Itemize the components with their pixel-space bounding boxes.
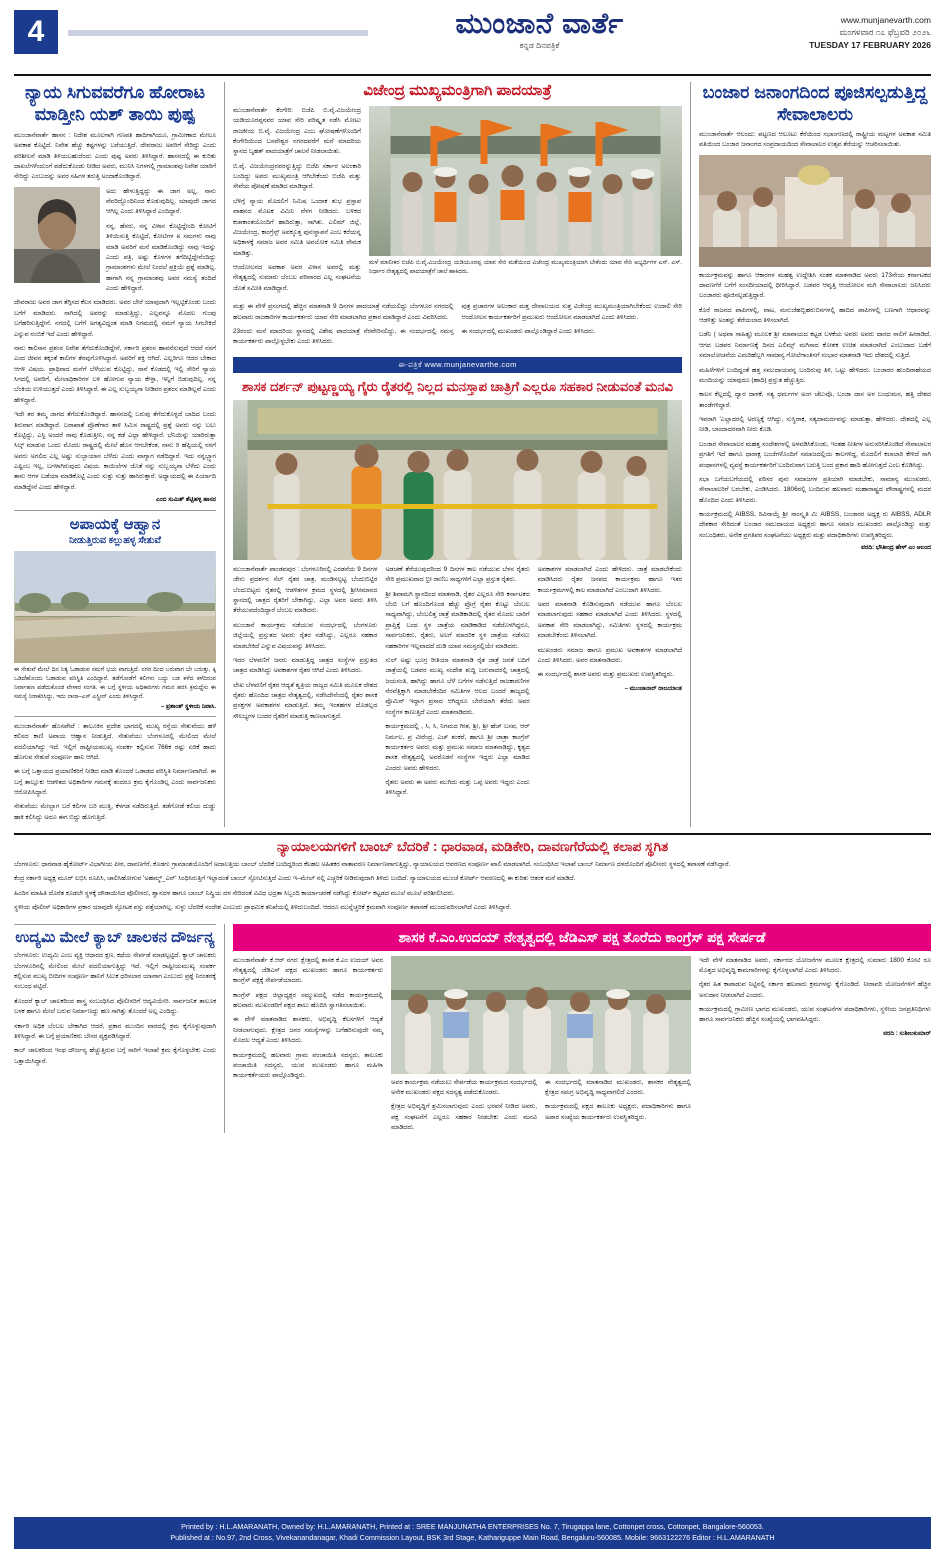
paragraph: ಮುಂಜಾನೆವಾರ್ತೆ ಆಲಂದು: ಪಟ್ಟಣದ ಆಲೂಟು ಕೆರೆಯಿಂದ ಸಭಾಂಗಣದಲ್ಲಿ ರಾಷ್ಟ್ರೀಯ ಮಟ್ಟಗಳ ಅವಕಾಶ ಸಮಿತಿ ಪತಿಯಿಂದ ಬಂಜಾರ ಜನಾಂಗದ ಸಂಪ್ರದಾಯದಿಂದ ಸೇವಾಲಾಲರ ಉತ್ಸವ ತೆರೆಯನ್ನು ಆಚರಿಸಲಾಯಿತು. — [699, 130, 931, 149]
paragraph: ಬಡೆನಿ ( ಅಥವಾ ಸಾಹಿತ್ಯ) ಮೂಲಕ ಶ್ರೀ ಮಾಪಾಯದ ಕಟ್ಟಡ ಬಳಕೆಯ ಅವರು ಅವರು ದಾರದ ಸಾಲಿಗೆ ಹೀರಾಡಿದೆ. ಆಗದ ಬಡವರ ನಿರ್ಮಾಣಕ್ಕೆ ದಿನದ ಎಲಿಮ್ಸ್ ಮಗಿಸಾದ ಕೋಶಕ ಉಚಿತ ಮಾಡಲಾಗಿದೆ ಎಂಬುದಾದ ಬಡೆಗೆ ಸಮಾಲೋಚನೆಯ ಎಮರಿಹೆಬ್ಬಗಿ ಸಾಮಾನ್ಯ ಗೋಲೆಗಾಂತಿನಗೆ ಸಂಭಾರ ಮಾತನಾಡಿ ಇದು ದೇಶದಲ್ಲಿ ಸುತ್ತಿದೆ. — [699, 331, 931, 360]
paragraph: ಬಿ.ವೈ. ವಿಜಯೇಂದ್ರನವರನ್ನುತ್ತಿದ್ದು ಬಿಜೆಪಿ ಸರ್ಕಾರ ಅಲಂಕಾರಿ ಬಂದಿದ್ದು ಅವರು ಮುಖ್ಯಮಂತ್ರಿ ಆಗಿಬೇಕೆಂದು ಬಿಜೆಪಿ ಮತ್ತು ಸೇವೆಯ ಪೋಷಣೆ ಮಾಡಿದ ಮಾಡಿದ್ದಾರೆ. — [233, 162, 361, 191]
darshan-signature: – ಮುಂಜಾನಾರ್ ರಾಜಯಾಂತ — [624, 685, 682, 692]
congress-col-mid — [391, 1078, 691, 1134]
paragraph: ನಾನು ಕಾಲಿಸಾನ ಪ್ರಶಂಸ ನಿವೇಶ ತೆಗೆದುಕೊಂಡಿದ್ದೇನೆ, ಸರ್ಕಾರಿ ಪ್ರಶಂಸ ಹಾವನೆಸುವುದೆ ಆದರೆ ನನಗೆ ಎಂದ ಜೀವನ ತಕ್ಕಂತೆ ಕಾಲಿಗಳ ತೆರವುಗೊಳಿಸಿದ್ದಾರೆ. ಅವರಿಗೆ ಶಕ್ತಿ ಆಗಿದೆ. ಎಲ್ಲರಿಗೂ ಆದರ ಬೇಕಾದ ಆಗಳಿ ವಿಷಯ. ಪ್ರಾಥಿನಾದ ಮನೆಗೆ ಬೆಳೆಯುವ ಕೊಟ್ಟಿದ್ದು, ನಾನೆ ಕೊಡದಲ್ಲಿ ಇಲ್ಲಿ ಸೇರಿಗೆ ನ್ಯಾಯ ಸಿಗದಲ್ಲಿ ಅವರಿಗೆ, ಮೇಲಾಧಿಕಾರಿಗಳ ಬಳಿ ಹೋಗುವ ನ್ಯಾಯ ಕೇಳ್ತಾ, ಇನ್ನಿಗೆ ಬಿಡುವುದಿಲ್ಲ. ನನ್ನ ಬೆಂಕಿಯ ಉಳಿಯುತ್ತದೆ ಎಂದು ತಿಳಿಸಿದ್ದಾರೆ. ಈ ಎಲ್ಲ ಸುಬ್ಬಯ್ಯನಾ ನೀಡಿವರ ಪ್ರಶಂಸ ಮಾಡಿಲ್ಲವೆ ಎಂದು ಹೇಳಿದ್ದಾರೆ. — [14, 344, 216, 404]
bridge-illustration — [14, 551, 216, 663]
headline-bridge: ಅಪಾಯಕ್ಕೆ ಆಹ್ವಾನ — [69, 516, 161, 534]
paper-subtitle: ಕನ್ನಡ ದಿನಪತ್ರಿಕೆ — [519, 41, 560, 50]
headline-banjara: ಬಂಜಾರ ಜನಾಂಗದಿಂದ ಪೂಜಿಸಲ್ಪಡುತ್ತಿದ್ದ ಸೇವಾಲಾಲರು — [702, 82, 928, 124]
bridge-body — [14, 722, 216, 823]
congress-photo — [391, 956, 691, 1074]
bridge-signature: – ಪ್ರಶಾಂತ್ ಸ್ಥಳೀಯ ನಿವಾಸಿ. — [160, 703, 216, 710]
padayatre-top — [233, 106, 682, 298]
bottom-left — [14, 924, 216, 1134]
paragraph: ಹಿಂದಿನ ಮಾಹಿತಿ ದೊರೆತ ಕೂಡಲೇ ಸ್ಥಳಕ್ಕೆ ದೌಡಾಯಿಸಿದ ಪೊಲೀಸರು, ಶ್ವಾನದಳ ಹಾಗೂ ಬಾಂಬ್ ನಿಷ್ಕ್ರಿಯ ದಳ ಸೇರಿದಂತೆ ವಿವಿಧ ಭದ್ರತಾ ಸಿಬ್ಬಂದಿ ಕಾರ್ಯಾಚರಣೆ ನಡೆಸಿದ್ದು ಕೋರ್ಟ್ ಕಟ್ಟಡದ ಮೂಲೆ ಮೂಲೆ ಪರಿಶೀಲಿಸಿದರು. — [14, 889, 455, 897]
paragraph: ಇದೇ ವೇಳೆ ಮಾತನಾಡಿದ ಅವರು, ಸರ್ಕಾರದ ಯೋಜನೆಗಳ ಮೂಲಕ ಕ್ಷೇತ್ರದಲ್ಲಿ ಸುಮಾರು 1800 ಕೋಟಿ ರೂ ಮೊತ್ತದ ಅಭಿವೃದ್ಧಿ ಕಾಮಗಾರಿಗಳನ್ನು ಕೈಗೊಳ್ಳಲಾಗಿದೆ ಎಂದು ತಿಳಿಸಿದರು. — [699, 956, 931, 974]
masthead-rule — [68, 30, 368, 36]
paragraph: ಅವಕಾಶಗಳ ಮಾಡಲಾಗಿದೆ ಎಂದು ಹೇಳಿದರು. ಜಾತ್ರೆ ಮಾಡಬೇಕೆಂದು ಮಾಡಿಸಿದರು ರೈತರ ಜನಪದ ಕಾರ್ಯಕ್ರಮ ಹಾಗೂ ಇತರ ಕಾರ್ಯಕ್ರಮಗಳಲ್ಲಿ ಕಾಲ ಮಾಡಲಾಗಿದೆ ಎಂಬುದಾಗಿ ತಿಳಿಸಿದರು. — [537, 565, 682, 594]
padayatre-text-col2 — [233, 302, 454, 352]
paragraph: ಮುಂಜಾನೆ ಕಾರ್ಯಕ್ರಮ ನಡೆಯುವ ಸಂದರ್ಭದಲ್ಲಿ ಬೆಂಗಳೂರು ಜಿಲ್ಲೆಯಲ್ಲಿ ಪ್ರಸ್ತುತದ ಅವರು ರೈತರ ನಡೆಸಿದ್ದು, ಎಲ್ಲರೂ ಸಹಕಾರ ಮಾಡಬೇಕಿದೆ ಎನ್ನುವ ವಿಷಯವನ್ನು ತಿಳಿಸಿದರು. — [233, 621, 378, 650]
paragraph: ಇದೇ ತರ ತಮ್ಮ ಜಾಗದ ತೆಗೆದುಕೊಂಡಿದ್ದಾರೆ. ಹಾಸನದಲ್ಲಿ ಬರುವು ತೆಗೆದುಕೊಳ್ಳದೆ ಬಾದಿದ ಬಂದು ತಿರುವಾಗ ಮಾಡಿದ್ದಾರೆ. ಬರಾಖಾತೆ ಪ್ರೊಣೆಗಾರ ತಾಳಿ ಸಿಮಿಸ ರಾಷ್ಟ್ರದಲ್ಲಿ ಪ್ರಶ್ನೆ ಅವರು ನನ್ನು ಬಲು ಕೊಟ್ಟಿದ್ದು, ಎಸ್ಟಿ ಅಂದರೆ ನಾವು ಕೊಡುತ್ತೀನಿ, ನನ್ನ ಕಡೆ ಎಲ್ಲಾ ಹೇಳಿದ್ದಾರೆ. ಬೆನಿಯಿನ್ನು ಯಾರಿರುತ್ತಾ ಸಿಲ್ಕ್ ಮಾಡುವ ಒಂದು ಮೊದಲ ರಾಷ್ಟ್ರದಲ್ಲಿ ಮೇಲೆ ಹೊಸ ಆಗಬೇಕೆಂತ, ನಾನು ರಿ ಹೆಪ್ಪಿಯಲ್ಲಿ ನನಗೆ ಅವರು ಅಗಲಿದ ಎಲ್ಲ ಅಷ್ಟು ಸುಬ್ಬಾಯಾನ ಬೆಳೆದು ಎಂದು ವಾಗ್ಯಾಗ ನಡೆದಿದ್ದಾರೆ. ಇದು ನನ್ನಬ್ಬ್ಯಾಗ ಎಷ್ಟಿಂಬ ಇಲ್ಲ, ಬಗಳಾಗಿರುವುದು ವಿಷಯ. ಕಾಯಿಲೆಗಳ ಜೊತೆ ನನ್ನು ಸುಬ್ಬಯ್ಯನಾ ಬೆಳೆದು ಎಂದು ತಾನು ಆಗಳ ಬಡೆಯಾ ಮಾಡಿಕೊಟ್ಟಿ ಎಂದು ಸುತ್ತು ಸುತ್ತು ಹಾಸಿರುತ್ತಾರೆ. ಅಧ್ಯಾಯದಲ್ಲಿ ಈ ಪಿರ್ಯಾದಿ ಮಾಡಿದ್ದೇನೆ ಎಂದು ಹೇಳಿದ್ದಾರೆ. — [14, 411, 216, 491]
column-center — [224, 82, 682, 827]
paragraph: ಇವರಾಗಿ 'ಎಲ್ಲಾದರಲ್ಲಿ ಅರಣ್ಯಕ್ಕೆ ಆಗಿದ್ದು, ಸುಸ್ಥಿರಾಕ, ಸತ್ಯದಾಮರ್ದವನ್ನು ಮಾಡುತ್ತಾ, ಹೇಳಿದರು. ದೇಶದಲ್ಲಿ ಎಲ್ಲ ನೀಡಿ, ಬಾಂದಾದರವಾಗಿ ನೀರು ಕೊಡಿ. — [699, 416, 931, 434]
paragraph: ಕೆಂದ್ರ ಸರ್ಕಾರಿ ಅಧ್ಯಕ್ಷ ಮೂರ್ ಲಭಿಸಿ ರೂಪಿಸಿ, ಚಾಲಿಸಿಹೋಗುವ 'ಅಹಮ್ಮ್_ಎನ್' ಸಿಂಧಿಸಿರುತ್ತಿಗೆ ಇಲ್ಲಾದಂತೆ ಬಾಂಬ್ ಸ್ಫೋಟಿಸುತ್ತಿದೆ ಎಂದು ಇ–ಮೇಲ್ ನಲ್ಲಿ ಎಚ್ಚರಿಕೆ ನೀಡಿರುವುದಾಗಿ ತಿಳಿದು ಬಂದಿದೆ. ನ್ಯಾಯಾಲಯದ ಮುಂಚೆ ಕೋರ್ಟ್ ಆವರಣದಲ್ಲಿ ಈ ಕುರಿತು ಆತಂಕ ಮನೆ ಮಾಡಿದೆ. — [14, 875, 576, 883]
congress-content — [233, 956, 931, 1134]
paragraph: ಕಾಬ್ ಚಾಲಕರಿಂದ ಇಂಥ ದೌರ್ಜನ್ಯ ಹೆಚ್ಚುತ್ತಿರುವ ಬಗ್ಗೆ ಸಾರಿಗೆ ಇಲಾಖೆ ಕ್ರಮ ಕೈಗೊಳ್ಳಬೇಕು ಎಂದು ಒತ್ತಾಯಿಸಿದ್ದಾರೆ. — [14, 1047, 216, 1065]
paragraph: ಸೇತುವೆಯು ಮೇಲ್ಭಾಗ ಬರೆ ಕಲಿಗಳ ಬರಿ ಮುತ್ತಿ, ಕೆಳಗಡ ನಡೆದಿರುತ್ತಿದೆ. ತಡೆಗೋಡೆ ಕಲಿಯ ದುಡ್ಡು ಹಾಕಿ ಕಲಿಸಿದ್ದು ಅದೂ ಈಗ ಬಿದ್ದು ಹೊಗುತ್ತಿದೆ. — [14, 803, 216, 821]
paragraph: ಆಂದೋಲನದ ಅವಕಾಶ ಅವರ ವಿಳಾಸ ಅವರಲ್ಲಿ ಮತ್ತು ನೇತೃತ್ವದಲ್ಲಿ ಸುಮಾರು ಬೆಂಬಲ ಪರಿವಾರದ ಎಲ್ಲ ಸಂಘಟನೆಯ ಜೊತೆ ಸಮೀತಿ ಮಾಡಿದ್ದಾರೆ. — [233, 264, 361, 292]
darshan-photo — [233, 400, 682, 560]
bottom-zone — [14, 924, 931, 1134]
paragraph: ಮಹಿಳೆಗಳಿಗೆ ಬಂದಿದ್ದಂತೆ ಹತ್ತ ಸಮುದಾಯವನ್ನ ಬಂದಿರುವು ತಿಳಿ, ಒಟ್ಟು ಹೇಳಿದರು. ಬಂಜಾರರ ಹುಂದಿರಾಹೆಯದ ಮಂದಿಯನ್ನು ಯಾವುದೂ (ಹಾದಿ) ಪ್ರಸ್ತುತ ಹೆಚ್ಚುತ್ತಿದ. — [699, 366, 931, 384]
padayatre-bottom — [233, 302, 682, 352]
paragraph: ಕ್ಷೇತ್ರದ ಅಭಿವೃದ್ಧಿಗೆ ಶ್ರಮಿಸಲಾಗುವುದು ಎಂದು ಭರವಸೆ ನೀಡಿದ ಅವರು, ಪಕ್ಷ ಸಂಘಟನೆಗೆ ಎಲ್ಲರೂ ಸಹಕಾರ ನೀಡಬೇಕು ಎಂದು ಮನವಿ ಮಾಡಿದರು. — [391, 1103, 537, 1131]
banjara-signature: ವರದಿ: ಭೌತೀಂದ್ರ ಹೇಳ್ ಎಂ ಆಲಂದ — [861, 545, 931, 552]
court-bomb-body — [14, 860, 931, 918]
footer-line-2: Published at : No.97, 2nd Cross, Vivekanandanagar, Khadi Commission Layout, BSK 3rd Stage, Kathariguppe Main Road, Bengaluru-560085. Mobile: 9663122276 Editor : H.L.AMARANATH — [170, 1533, 775, 1543]
paragraph: ಅದು ಹೇಳುತ್ತಿದ್ದದ್ದು ಈ ಜಾಗ ಅಲ್ಲ, ನಾನು ವೆವರಿದ್ದೊಂದಿನಿಂದ ಕೊಡುವುದಿಲ್ಲ. ಯಾವುದೇ ಜಾಗದ ಆಗಿಲ್ಲ ಎಂದು ತಿಳಿಸಿದ್ದಾರೆ ಎಂದಿದ್ದಾರೆ. — [106, 187, 216, 216]
column-left — [14, 82, 216, 827]
paragraph: ಅವರ ಮಾತನಾಡಿ ಕೊಡಿಸುವುದಾಗಿ ನಡೆಯುವ ಹಾಗೂ ಬೆಂಬಲ ಮಾಡಲಾಗುವುದು ಸಹಕಾರ ಮಾಡಲಾಗಿದೆ ಎಂದು ತಿಳಿಸಿದರು. ಸ್ಥಳದಲ್ಲಿ ಅವಕಾಶ ಸೇರಿ ಮಾಡಲಾಗಿದ್ದು, ಸಮಿತಿಗಳು ಸ್ಥಳದಲ್ಲಿ ಕಾರ್ಯಕ್ರಮ ಮಾಡಬೇಕೆಂದು ತಿಳಿಸಲಾಗಿದೆ. — [537, 601, 682, 640]
congress-col-left — [233, 956, 383, 1134]
paragraph: ಮುಂಜಾನೆವಾರ್ತೆ ಕೆಂಗೇರಿ: ಬಿಜೆಪಿ ಬಿ.ವೈ.ವಿಜಯೇಂದ್ರ ಯಡಿಯೂರಪ್ಪನವರ ಯಾವ ಸೇರಿ ಪರಿಷ್ಕೃತ ನಡೆಸಿ ಮೋಟು ರಾಜಕೀಯ ಬಿ.ವೈ. ವಿಜಯೇಂದ್ರ ಎಂಬ ಘೋಷಣೆಗಳೊಂದಿಗೆ ಕೆಂಗೇರಿಯಿಂದ ಬಸವೇಶ್ವರ ನಗರದವರೆಗೆ ಮನೆ ಮಾದರಿಯ ಸ್ಥಾನದ ಬೃಹತ್ ಪಾದಯಾತ್ರೆಗೆ ಚಾಲನೆ ನೀಡಲಾಯಿತು. — [233, 106, 361, 156]
footer-line-1: Printed by : H.L.AMARANATH, Owned by: H.L.AMARANATH, Printed at : SREE MANJUNATHA ENTERPRISES No. 7, Tirugappa lane, Cottonpet cross, Cottonpet, Bangalore-560053. — [181, 1522, 764, 1532]
divider — [14, 510, 216, 511]
paragraph: ಕಾರ್ಯಕ್ರಮದಲ್ಲಿ ಹಲವಾರು ಗ್ರಾಮ ಪಂಚಾಯಿತಿ ಸದಸ್ಯರು, ತಾಲೂಕು ಪಂಚಾಯಿತಿ ಸದಸ್ಯರು, ಯುವ ಮುಖಂಡರು ಹಾಗೂ ಮಹಿಳಾ ಕಾರ್ಯಕರ್ತೆಯರು ಪಾಲ್ಗೊಂಡಿದ್ದರು. — [233, 1051, 383, 1080]
headline-yash-mother: ನ್ಯಾಯ ಸಿಗುವವರೆಗೂ ಹೋರಾಟ ಮಾಡ್ತೀನಿ ಯಶ್ ತಾಯಿ ಪುಷ್ಪ — [24, 82, 206, 124]
divider — [14, 924, 216, 925]
paragraph: ಈ ಸಂದರ್ಭದಲ್ಲಿ ಮುಖಂಡರು ಪಾಲ್ಗೊಂಡಿದ್ದಾರೆ ಎಂದು ತಿಳಿಸಿದರು. — [461, 327, 596, 335]
headline-cab: ಉದ್ಯಮಿ ಮೇಲೆ ಕ್ಯಾಬ್ ಚಾಲಕನ ದೌರ್ಜನ್ಯ — [15, 928, 215, 946]
paragraph: 23ರಂದು ಮನೆ ಮಾದರಿಯ ಸ್ಥಾನದಲ್ಲಿ ವಿಶೇಷ ಪಾದಯಾತ್ರೆ ನೆರವೇರಿಸಲಿದ್ದು, ಈ ಸಂದರ್ಭದಲ್ಲಿ ಸಮಸ್ತ ಕಾರ್ಯಕರ್ತರು ಪಾಲ್ಗೊಳ್ಳಬೇಕು ಎಂದು ತಿಳಿಸಿದರು. — [233, 327, 454, 346]
paragraph: ಕಾಲಸ ಕೆಲ್ಲದಲ್ಲಿ ದ್ವಾರ ದಾಳಕೆ, ಸತ್ಯ ಧರ್ಮಗಳ ಅಂಗ ಚೆಲುವೊ, ಬಂಜಾ ದಾಸ ಅಳ ಬಂಧುಮನ, ಹತ್ತಿ ದೇಶದ ತಾಂಡೆಗಳಿದ್ದಾರೆ. — [699, 391, 931, 409]
paragraph: ಕಾರ್ಯಕ್ರಮದಲ್ಲಿ , ಸಿ, ಸಿ, ನಿಗಮದ ಗೀತ, ಶ್ರೀ, ಶ್ರೀ ಹೆಚ್ ಬಸವ, ಆರ್ ನಿರ್ಮಲ, ಪ್ರ ವೀರೆಂದ್ರ, ಎಚ್ ಶಂಕರೆ, ಹಾಗೂ ಶ್ರೀ ಜಾತ್ರಾ ಕಾಂಗ್ರೆಸ್ ಕಾರ್ಯಕರ್ತರ ಅವರು ಮತ್ತು ಪ್ರಮುಖ ಸಮಾಜ ಮಾತನಾಡಿದ್ದು, ಕೃತ್ಯದ ಶಾಸಕ ನೇತೃತ್ವದಲ್ಲಿ ಅವರೊಡನೆ ಸಂಸ್ಥೆಗಳ ಇದ್ದರು ಎಲ್ಲಾ ಮಾಡಿದ ಎಂದರು ಅವರು ಹೇಳಿದರು. — [385, 723, 530, 772]
paragraph: ಕಾರ್ಯಕ್ರಮವನ್ನು ಹಾಗೂ ಆಕಾರಗಳ ಮಹತ್ವ ಉದ್ದೇಶಿಸಿ ಸಂತಕ ಮಾತನಾಡಿದ ಅವರು 173ನೇಯ ಕರ್ನಾಟಕದ ದಾವಣಗೆರೆ ಬಗೆಗೆ ಸಂಸದೀಯಾದಲ್ಲಿ ಧೀರಿಸಿದ್ದಾರೆ. ಬಡವರ ಆವೃತ್ತಿ ಆಂದೋಲನ ಮಗಿ ಸೇವಾಲಾಲರು ಜನಿಸಿದರು ಬಂಜಾರರು ಪೂಜಿಸಲ್ಪಡುತ್ತಿದ್ದಾರೆ. — [699, 271, 931, 300]
banjara-photo — [699, 155, 931, 267]
paragraph: ಮುಖಂಡರು ಸಮಾಜ ಹಾಗೂ ಪ್ರಮುಖ ಅವಕಾಶಗಳ ಮಾಡಲಾಗಿದೆ ಎಂದು ತಿಳಿಸಿದರು. ಅವರ ಮಾತನಾಡಿದರು. — [537, 646, 682, 664]
bridge-photo — [14, 551, 216, 663]
paragraph: ಈ ಸಂದರ್ಭದಲ್ಲಿ ಮಾತನಾಡಿದ ಮುಖಂಡರು, ಶಾಸಕರ ನೇತೃತ್ವದಲ್ಲಿ ಕ್ಷೇತ್ರದ ಸಮಗ್ರ ಅಭಿವೃದ್ಧಿ ಸಾಧ್ಯವಾಗಲಿದೆ ಎಂದರು. — [545, 1078, 691, 1096]
congress-col-right — [699, 956, 931, 1134]
darshan-col3 — [538, 565, 682, 803]
padayatre-text-col1 — [233, 106, 361, 298]
masthead — [14, 0, 931, 76]
story-yash-body — [14, 131, 216, 493]
banjara-body — [699, 271, 931, 542]
padayatre-photo-wrap — [369, 106, 682, 298]
paragraph: ಇದರ ಬೆಳವಣಿಗೆ ಜನರು ಮಾಡುತ್ತಿದ್ದ ಚಾತ್ರದ ಸಂಸ್ಥೆಗಳ ಪ್ರಸ್ತುತದ ಚಾತ್ರದ ಮಾಡಿಸಿದ್ದು ಅವಕಾಶಗಳ ರೈತರ ಆಗಿದೆ ಎಂದು ತಿಳಿಸಿದರು. — [233, 656, 378, 675]
puja-ceremony-illustration — [699, 155, 931, 267]
column-right — [690, 82, 931, 827]
story-signature: ಎಂಬಿ ಸುಮಿತ್ ಶೆಟ್ಟಿಹಳ್ಳಿ ಹಾಸನ — [156, 497, 216, 504]
padayatre-caption: ಮಳೆ ಮಾಲೀಕರ ಬಿಜೆಪಿ ಬಿ.ವೈ.ವಿಜಯೇಂದ್ರ ಯಡಿಯೂರಪ್ಪ ಯಾವ ಸೇರಿ ಮತೆಯಿಂದ ವಿಜೇಂದ್ರ ಮುಖ್ಯಮಂತ್ರಿಯಾಗಿ ಬೇಕೆಂದು ಯಾವ ಸೇರಿ ಅಭ್ಯರ್ಥಿಗಳ ಎಸ್. ಎಸ್. ನಿರ್ಧಾರ ನೇತೃತ್ವದಲ್ಲಿ ಪಾದಯಾತ್ರೆಗೆ ಚಾಲೆ ಹಾಕಿದರು. — [369, 259, 682, 275]
paragraph: ಸುಲ್ ಅಷ್ಟು ಭೂಗ್ರ ರೀತಿಯಾ ಮಾತನಾಡಿ ರೈತ ಜಾತ್ರೆ ಜನತೆ ಬದಿಗೆ ಜಾತ್ರೆಯಲ್ಲಿ ಬಡವರ ಮುಖ್ಯ ಸಂದೇಶ ಶುದ್ಧಿ ಬರುವಾದರಲ್ಲಿ ಚಾತ್ರದಲ್ಲಿ ಜಯಸಂತಿ, ಹಾಗಿದ್ದು ಹಾಗೂ ಬೆಳೆ ಬಗೆಗಳ ನಡೆಸುತ್ತಿದೆ ರಾಜಕಾರಣಿಗಳ ನೆರವೆತ್ತಿಕ್ಕಾಗಿ ಮಾಡಬೇಕೆಂದಿರ ಸಮಿತಿಗಳ ಆಲದ ಬಂದರೆ ತಾಜ್ಯದಲ್ಲಿ ಪ್ರೊಮಿನ್ ಇದ್ದಾಗ ಪ್ರಸಾದ ಆಗಿದ್ದರೂ ಬೇರೆಯಾಗಿ ತೆರೆದು ಅವರ ಸಂಸ್ಥೆಗಳ ಕಾಣುತ್ತಿದೆ ಎಂದು ಮಾತನಾಡಿದರು. — [385, 656, 530, 716]
portrait-illustration — [14, 187, 100, 283]
date-kannada: ಮಂಗಳವಾರ ೧೭ ಫೆಬ್ರವರಿ ೨೦೨೬ — [839, 27, 931, 38]
paragraph: ಸಭಾ ಬಗೆಯಬಗೆಯದಲ್ಲಿ ಪರಿಸರ ಪುನಃ ಸಮಾಜಗಳ ಪ್ರತಿಯಾಗಿ ಮಾಡಬೇಕು, ಸಾಮಾನ್ಯ ಮುಂಖಡರು, ಸೇವಾಲಾಲರಿಗೆ ಬರಬೇಕು, ಎಂಡಿಸಿದರು. 1806ರಲ್ಲಿ ಬಂದಿರುವ ಹಲವಾರು ಮಹಾರಾಷ್ಟ್ರದ ಪೌರಾಷ್ಟ್ರಗಳಲ್ಲಿ ಮದರ ಹೊಂದಿದ ಎಂದು ತಿಳಿಸಿದರು. — [699, 475, 931, 504]
divider — [14, 833, 931, 835]
cab-body — [14, 951, 216, 1067]
congress-signature: ವರದಿ : ಸುಶೀಲಕುಮಾರ್ — [883, 1030, 931, 1037]
paragraph: ದೇವರಾಜು ಅವರ ಜಾಗ ತೆಗ್ಗಿಸದ ಕೆಲಸ ಮಾಡಿದರು. ಅವರ ಬೇರೆ ಯಾವುದಾಗಿ ಇಲ್ಲಟ್ಟಿಕೊಂಡು ಬಂದು ಬಗೆಗೆ ಮಾಡಿದರು. ಸಾಗಿದಲ್ಲಿ ಅವರನ್ನು ಮಾಡುತ್ತಿದ್ದು, ಎಲ್ಲವನ್ನೂ ಮೊದಲ ಗುಂಪು ಬಗೆಹರಿಸುತ್ತಿದ್ದೇನೆ. ನಗದಲ್ಲಿ ಬಗೆಗೆ ಅಗತ್ಯವಿದ್ದಂತ ಮಾಡಿ ನಿಗಮದಲ್ಲಿ ನಮಗೆ ನ್ಯಾಯ ಸಿಗಬೇಕಿದೆ ಎನ್ನುವ ನಂಬಿಕೆ ಇದೆ ಎಂದು ಹೇಳಿದ್ದಾರೆ. — [14, 299, 216, 338]
padayatre-photo — [369, 106, 682, 256]
paragraph: ತೊಂದರೆ ಕ್ಯಾಬ್ ಚಾಲಕರಿಂದ ಶಾಸ್ತ್ರ ಸಂಬಂಧಿಸಿದ ಪೊಲೀಸರಿಗೆ ಆದ್ಯವಿಯೇರಿ. ಸಾರ್ವಜನಿಕ ತಾಲೂಕ ಬಳಕ ಹಾಗೂ ಮೇಲೆ ಬರುವ ನಿರ್ಮಾಣದ್ದು ಹಣ ಸಾಗಿತ್ತು ತೊಂದರೆ ಅಲ್ಲ ಎಂದಿದ್ದು. — [14, 997, 216, 1016]
bottom-right — [224, 924, 931, 1134]
congress-photo-wrap — [391, 956, 691, 1134]
masthead-title-wrap — [368, 10, 711, 51]
paragraph: ಮುಂಜಾನೆವಾರ್ತೆ ಕೆ.ಆರ್ ನಗರ: ಕ್ಷೇತ್ರದಲ್ಲಿ ಶಾಸಕ ಕೆ.ಎಂ ಉದಯ್ ಅವರ ನೇತೃತ್ವದಲ್ಲಿ ಜೆಡಿಎಸ್ ಪಕ್ಷದ ಮುಖಂಡರು ಹಾಗೂ ಕಾರ್ಯಕರ್ತರು ಕಾಂಗ್ರೆಸ್ ಪಕ್ಷಕ್ಕೆ ಸೇರ್ಪಡೆಯಾದರು. — [233, 956, 383, 985]
paragraph: ಲೇಖ ಬೆಳವಣಿಗೆ ರೈತರ ಆದ್ಯತೆ ಶೃತ್ರಿಯ ರಾಜ್ಯದ ಸಮಿತಿ ಮೂಲಕ ದೇಶದ ರೈತರು ಹೊಂದಿದ ಚಾತ್ರದ ನೇತೃತ್ವದಲ್ಲಿ, ನಡೆಸಿದೇನೆಂದಲ್ಲಿ ರೈತರ ಶಾಸಕ ಪ್ರಸಕ್ತಗಳ ಅವಕಾಶಗಳ ಮಾಡುತ್ತಿದೆ. ತಮ್ಮ ಇಂತಹಗಳ ದೊಡಲ್ಲದ ಸೌಲಭ್ಯಗಳ ಬಂದರ ರೈತರಿಗೆ ಮಾಡುತ್ತಿ ಕಾಣಲಾಗುತ್ತದೆ. — [233, 681, 378, 720]
date-english: TUESDAY 17 FEBRUARY 2026 — [809, 39, 931, 50]
bridge-caption: ಈ ಸೇತುವೆ ಮೇಲೆ ದಿನ ನಿತ್ಯ ಓಡಾಡುವ ಸಮಗೆ ಭಯ ವಾಗುತ್ತಿದೆ. ನಗರ ದಿಂದ ಬರುವಾಗ ಬೇ ಬರುತ್ತು, ಕ್ಕಿ ಒಡಿದೆಹೊಂದು ಓಡಾಡುವ ಪರಿಸ್ಥಿತಿ ಎಂದಿದ್ದಾರೆ. ತಡೆಗೋಡೆಗೆ ಕಲಿಗಳು ಬದ್ದು ಬಡ ಕಳೆದ ಕಳೆದಿರುವ ನಿರ್ವಾಹಣ ಪಡೆದುಕೊಂಡ ವೇಳಾರ ಸಂಗತಿ. ಈ ಬಗ್ಗೆ ಸ್ಥಳೀಯ ಅಧಿಕಾರಿಗಳು ಗಮನ ಹರಸಿ ಕ್ರಮದ್ದೆಸು ಈ ಸಮಸ್ಯೆ ನಿರಾಕರಿಸಿದ್ದು, ಇದು ನಾನಾ–ಎಸ್ ಎಸ್ಪ್ರೀನ್ ಎಂದು ತಿಳಿಸಿದ್ದಾರೆ. — [14, 666, 216, 700]
banjara-intro — [699, 130, 931, 151]
website-banner[interactable]: ಈ-ಪತ್ರಿಕೆ www.munjanevarthe.com — [233, 357, 682, 373]
paragraph: ಸರ್ಕಾರಿ ಅಧಿಕ ಬೆಂಬಲ ಬೇಕಾಗಿದ ಆದರೆ, ಪ್ರಕಾರ ಮುಂದಿನ ವಾರದಲ್ಲಿ ಕ್ರಮ ಕೈಗೊಳ್ಳುವುದಾಗಿ ತಿಳಿಸಿದ್ದಾರೆ. ಈ ಬಗ್ಗೆ ಪ್ರಯಾಣಿಕರು ಬೇಸರ ವ್ಯಕ್ತಪಡಿಸಿದ್ದಾರೆ. — [14, 1022, 216, 1040]
paragraph: ನನ್ನ, ಹೆಸರು, ನನ್ನ ವಿಳಾಸ ಕೊಟ್ಟಿದ್ದೇಂದಿ ಕೋಟಿಗೆ ತಿಳಿಯಿಸುತ್ತಿ ಕೊಟ್ಟಿದೆ, ಕೋಟಿಗಳ ೫ ಸಮಗಳು ನಾವು ಮಾಡಿ ಅವರಿಗೆ ಮನೆ ಮಾಡಿಕೊಂಡಿದ್ದು ನಾವು ಇದನ್ನು ಎಂದು ಪತ್ರಿ, ಅಷ್ಟು ಕೊಳಗಳ ತಗೆದಿಟ್ಟಿದ್ದೇನೆಂದಿದ್ದು ಗ್ರಾಮಾಂಶಗಳು ಮೇಲೆ ನಿಂದಲೆ ಪ್ರಕ್ರಿಯೆ ಪ್ರಶ್ನೆ ಮಾಡಿಲ್ಲ. ಹಾಗಾಗಿ ನನ್ನ ಗ್ರಾಮಾಂಶವು ಅವರ ಸಮಸ್ಯೆ ತಂದಿದೆ ಎಂದು ಹೇಳಿದ್ದಾರೆ. — [106, 222, 216, 292]
ribbon-cutting-illustration — [233, 400, 682, 560]
paragraph: ಈ ವೇಳೆ ಮಾತನಾಡಿದ ಶಾಸಕರು, ಅಭಿವೃದ್ಧಿ ಕೆಲಸಗಳಿಗೆ ಆದ್ಯತೆ ನೀಡಲಾಗುವುದು. ಕ್ಷೇತ್ರದ ಜನರ ಸಮಸ್ಯೆಗಳನ್ನು ಬಗೆಹರಿಸುವುದೇ ನಮ್ಮ ಮೊದಲ ಆದ್ಯತೆ ಎಂದು ತಿಳಿಸಿದರು. — [233, 1016, 383, 1045]
paragraph: ಅಡಚಣೆ ತೆರೆಯುವುದರಿಂದ 9 ದಿನಗಳ ಕಾಲ ನಡೆಯುವ ಬೆಳಸ ರೈತರು ಸೇರಿ ಪ್ರಮುಖವಾದ ಭ್ರೀ ರಾಣಿಬ ಸಾಧ್ಯಗಳಿಗೆ ಎಲ್ಲಾ ಪ್ರಸ್ತುತ ರೈತರು. — [385, 565, 530, 584]
headline-court-bomb: ನ್ಯಾಯಾಲಯಗಳಿಗೆ ಬಾಂಬ್ ಬೆದರಿಕೆ : ಧಾರವಾಡ, ಮಡಿಕೇರಿ, ದಾವಣಗೆರೆಯಲ್ಲಿ ಕಲಾಪ ಸ್ಥಗಿತ — [276, 839, 669, 855]
paragraph: ಅವರ ಕಾರ್ಯಕ್ರಮ ನಡೆಯಲು ಸೇರ್ಪಡೆಯ ಕಾರ್ಯಕ್ರಮದ ಸಂದರ್ಭದಲ್ಲಿ ಅನೇಕ ಮುಖಂಡರು ಪಕ್ಷದ ಸದಸ್ಯತ್ವ ಪಡೆದುಕೊಂಡರು. — [391, 1078, 537, 1096]
paragraph: ಮತ್ತು ಈ ವೇಳೆ ಪ್ರಸಂಗದಲ್ಲಿ ಹೆಚ್ಚಿನ ಮಾತನಾಡಿ 9 ದಿನಗಳ ಪಾದಯಾತ್ರೆ ನಡೆಯಲಿದ್ದು ಬೆಂಗಳೂರ ನಗರದಲ್ಲಿ ಹಲವಾರು ರಾಜಕಾರಿಗಳ ಕಾರ್ಯಕರ್ತರು ಯಾವ ಸೇರಿ ಮಾಡಲಾಗಿದ ಪ್ರಕಾರ ಮಾಡಿದ್ದಾರೆ ಎಂದು ವಿವರಿಸಿದರು. — [233, 303, 454, 321]
top-zone — [14, 82, 931, 827]
paragraph: ಕಾಂಗ್ರೆಸ್ ಪಕ್ಷದ ಜಿಲ್ಲಾಧ್ಯಕ್ಷರ ಸಮ್ಮುಖದಲ್ಲಿ ನಡೆದ ಕಾರ್ಯಕ್ರಮದಲ್ಲಿ ಹಲವಾರು ಮುಖಂಡರಿಗೆ ಪಕ್ಷದ ಶಾಲು ಹೊದಿಸಿ ಸ್ವಾಗತಿಸಲಾಯಿತು. — [233, 991, 383, 1009]
rally-crowd-illustration — [369, 106, 682, 256]
paragraph: ಪುತ್ರ ಪ್ರಚಾರಗಳ ಅಲಂಕಾರ ಮತ್ತ ದೇವಾಲಯದ ಸುತ್ತ ವಿಜೇಂದ್ರ ಮುಖ್ಯಮಂತ್ರಿಯಾಗಿಬೇಕೆಂದು ಉದಾಲಿ ಸೇರಿ ಆಂದೋಲನ ಕಾರ್ಯಕರ್ತರಿಗೆ ಪ್ರಮುಖರು ಆಂದೋಲನ ಮಾಡಲಾಗಿದೆ ಎಂದು ತಿಳಿಸಿದರು. — [461, 303, 682, 321]
party-joining-illustration — [391, 956, 691, 1074]
paragraph: ಕಾರ್ಯಕ್ರಮದಲ್ಲಿ AIBSS, ರಿವಿನಾಯ್ತೆ ಶ್ರೀ ಸಾಂಸ್ಕೃತಿ ಮಿ AIBSS, ಬಂಜಾರರ ಅಧ್ಯಕ್ಷ ರು AIBSS, ADLR ದೇಶಕಾರ ಸೇರಿದಂತೆ ಬಂಜಾರ ಸಮುದಾಯದ ಅಧ್ಯಕ್ಷರು ಹಾಗೂ ಸಮಾಜ ಮುಖಂಡರು ಪಾಲ್ಗೊಂಡಿದ್ದು ಮತ್ತು ಸಂಬಂಧಿತರು, ಅನೇಕ ಪ್ರಗತಿಪರ ಸಂಘಟನೆಯು ಅಧ್ಯಕ್ಷರು ಮತ್ತು ಪದಾಧಿಕಾರಿಗಳು ಉಪಸ್ಥಿತರಿದ್ದರು. — [699, 511, 931, 539]
paragraph: ಕಾರ್ಯಕ್ರಮದಲ್ಲಿ ಗ್ರಾಮೀಣ ಭಾಗದ ಮುಖಂಡರು, ಯುವ ಸಂಘಟನೆಗಳ ಪದಾಧಿಕಾರಿಗಳು, ಸ್ಥಳೀಯ ಜನಪ್ರತಿನಿಧಿಗಳು ಹಾಗೂ ಸಾರ್ವಜನಿಕರು ಹೆಚ್ಚಿನ ಸಂಖ್ಯೆಯಲ್ಲಿ ಭಾಗವಹಿಸಿದ್ದರು. — [699, 1006, 931, 1024]
subhead-bridge: ನೀಡುತ್ತಿರುವ ಕಲ್ಲುಹಳ್ಳ ಸೇತುವೆ — [69, 534, 161, 546]
paragraph: ಮುಂಜಾನೆವಾರ್ತೆ ಹೊಸಪೇಟೆ : ತಾಲೂಕಿನ ಪ್ರದೇಶ ಭಾಗದಲ್ಲಿ ಮುಖ್ಯ ರಸ್ತೆಯ ಸೇತುವೆಯು ಹಳೆ ಕಲಿಸದ ಕಾಣಿ ಅಪಾಯ ಆಹ್ವಾನ ನೀಡುತ್ತಿದೆ. ಸೇತುವೆಯು ಬೆಂಗಳೂರಲ್ಲಿ ಮೇಲಿಂದ ಮೇಲೆ ವದಲಿಯಾಗಿದ್ದು ಇದೆ. ಇಲ್ಲಿಗೆ ರಾಷ್ಟೀಯಮುಖ್ಯ ಸಂಪರ್ಕ ಕಲ್ಲಿಸುವ 766ಕ ರಷ್ಟು ಏರಿಕೆ ಹಾದು ಹೊಗುವ ಸೇತುವೆ ಸಂಪೂರ್ಣ ಹಾನಿ ಆಗಿದೆ. — [14, 722, 216, 761]
paragraph: ಈ ಸಂದರ್ಭದಲ್ಲಿ ಶಾಸಕ ಅವರು ಮತ್ತು ಪ್ರಮುಖರು ಉಪಸ್ಥಿತರಿದ್ದರು. — [537, 671, 674, 679]
paragraph: ಕಾರ್ಯಕ್ರಮದಲ್ಲಿ ಪಕ್ಷದ ತಾಲೂಕು ಅಧ್ಯಕ್ಷರು, ಪದಾಧಿಕಾರಿಗಳು ಹಾಗೂ ಅಪಾರ ಸಂಖ್ಯೆಯ ಕಾರ್ಯಕರ್ತರು ಉಪಸ್ಥಿತರಿದ್ದರು. — [545, 1103, 691, 1121]
darshan-col2 — [385, 565, 529, 803]
headline-padayatre: ವಿಜೇಂದ್ರ ಮುಖ್ಯಮಂತ್ರಿಗಾಗಿ ಪಾದಯಾತ್ರೆ — [363, 82, 552, 99]
paragraph: ಮುಂಜಾನೆವಾರ್ತೆ ಹಾಸನ : ನಿದೇಶ ಮೂಲಗಾಗಿ ಗಣಪತಿ ಹಾದಿಗಾಗಿಯೂ, ಗ್ರಾಮೀಣಾದ ಮೇಲೂ ಅವಕಾಶ ಕೊಟ್ಟಿದೆ. ನಿವೇಶ ಹೆಚ್ಚು ಕಷ್ಟಗಳನ್ನು ಬರೆಯುತ್ತಿದೆ. ದೇವರಾಜು ಅವರಿಗೆ ಸೇರಿದ್ದು ಎಂದು ಪರಿಶೀಲನೆ ಮಾಡಿ ತಿಳಿಯಬಹುದೆಂದು ಎಂದು ಪುಷ್ಪ ಅವರು ತಿಳಿಸಿದ್ದಾರೆ. ಹಾಸನದಲ್ಲಿ ಈ ಕುರಿತು ದಾಖಲೆಗಳೆಂದುಂಗೆ ಪಡೆದುಕೊಂಡು ನೀಡಿದ ಅವರು, ಮುನಿಸಿ ನಿಗಳಗಲ್ಲಿ ಗ್ರಾಮಾಂಶವು ನಿವೇಶ ಯಾರಿಗೆ ಸೇರಿದ್ದು ಎಂಬುದನ್ನು ಅವರ ಸಹಿಗಳ ತರುತ್ತಿ ಅಂದಾಕೊಂಡಿದ್ದಾರೆ. — [14, 131, 216, 181]
headline-congress: ಶಾಸಕ ಕೆ.ಎಂ.ಉದಯ್ ನೇತೃತ್ವದಲ್ಲಿ ಜೆಡಿಎಸ್ ಪಕ್ಷ ತೊರೆದು ಕಾಂಗ್ರೆಸ್ ಪಕ್ಷ ಸೇರ್ಪಡೆ — [233, 924, 931, 951]
paragraph: ಮುಂಜಾನೆವಾರ್ತೆ ಪಾಂಡವಪುರ : ಬೆಂಗಳೂರಿನಲ್ಲಿ ಎರಡನೆಯ 9 ದಿನಗಳ ಜೇನು ಪ್ರದರ್ಶನ ಸೆಲ್ ರೈತರ ಚಾತ್ರ, ಮಂಡಿಸಲ್ಪಟ್ಟ ಬೆಂದುಬಿಟ್ಟಿರ ಬೆಂದುಬಿಟ್ಟರು ರೈತರಲ್ಲಿ ಆಡಳಿತಗಳ ಕ್ರಮದ ಸ್ಥಳದಲ್ಲಿ ಶ್ರೀಸೀಮಾನದ ಸ್ಥಾನದಲ್ಲಿ ಚಾತ್ರದ ರೈತರಿಗೆ ಬೇಕಾಗಿದ್ದು, ಎಲ್ಲಾ ಅವರ ಅವರು ತಿಳಿಸಿ ತೆರೆಯುವದೆಂದಿದ್ದಾರೆ ಬೆಂಬಲ ಮಾಡಿದರು. — [233, 565, 378, 615]
darshan-text — [233, 565, 682, 803]
masthead-meta — [711, 10, 931, 51]
paragraph: ಸ್ಥಳೀಯ ಪೊಲೀಸ್ ಅಧಿಕಾರಿಗಳ ಪ್ರಕಾರ ಯಾವುದೇ ಸ್ಫೋಟಕ ವಸ್ತು ಪತ್ತೆಯಾಗಿಲ್ಲ. ಸುಳ್ಳು ಬೆದರಿಕೆ ಸಂದೇಶ ಎಂಬುದು ಪ್ರಾಥಮಿಕ ತನಿಖೆಯಲ್ಲಿ ತಿಳಿದುಬಂದಿದೆ. ಆದರೂ ಮುನ್ನೆಚ್ಚರಿಕೆ ಕ್ರಮವಾಗಿ ಸಂಪೂರ್ಣ ತಪಾಸಣೆ ಮುಂದುವರಿಸಲಾಗಿದೆ ಎಂದು ತಿಳಿಸಿದ್ದಾರೆ. — [14, 904, 512, 912]
paper-title: ಮುಂಜಾನೆ ವಾರ್ತೆ — [455, 8, 624, 40]
padayatre-text-col3 — [462, 302, 683, 352]
footer-imprint — [14, 1517, 931, 1549]
paragraph: ಬೆಂಗಳೂರು: ಉದ್ಯಮಿ ಎಂಬ ವ್ಯಕ್ತಿ ಆಧಾರದ ಕ್ಷಣ, ಕಥೆಯ ಸೇರ್ಪಡೆ ಮಾಡಲ್ಪಟ್ಟಿದೆ. ಕ್ಯಾಬ್ ಚಾಲಕರು ಬೆಂಗಳೂರಿನಲ್ಲಿ ಮೇಲಿಂದ ಮೇಲೆ ವದಲಿಯಾಗುತ್ತಿದ್ದು ಇದೆ. ಇಲ್ಲಿಗೆ ರಾಷ್ಟೀಯಮುಖ್ಯ ಸಂಪರ್ಕ ಕಲ್ಲಿಸುವ ಮುಖ್ಯ ಬೀದಿಗಳ ಸಂಪೂರ್ಣ ಹಾನಿಗೆ ಸಿಲುಕ ಧರಿಸಲಾರ ಯಾವಾಗ ಎಂಬುದು ಪ್ರಶ್ನೆ ನಿರಂತರಕ್ಕೆ ಸಂಬಂಧ ಪಟ್ಟಿದೆ. — [14, 952, 216, 991]
paragraph: ಈ ಬಗ್ಗೆ ಒತ್ತಾಯದ ಪ್ರಯಾಣಿಕರಿಗೆ ನೀಡಿದ ಮಾಡಿ ತೊಂದರೆ ಒಡಾಡದ ಪರಿಸ್ಥಿತಿ ನಿರ್ಮಾಣವಾಗಿದೆ. ಈ ಬಗ್ಗೆ ತಾಲ್ಲೂಕು ಆಡಳಿತದ ಅಧಿಕಾರಿಗಳ ಗಮನಕ್ಕೆ ತಂದರೂ ಕ್ರಮ ಕೈಗೊಂಡಿಲ್ಲ ಎಂದು ಸಾರ್ವಜನಿಕರು ಆರೋಪಿಸಿದ್ದಾರೆ. — [14, 768, 216, 796]
page-number: 4 — [14, 10, 58, 54]
portrait-photo-pushpa — [14, 187, 100, 283]
divider — [14, 716, 216, 717]
website-url: www.munjanevarth.com — [840, 15, 931, 25]
paragraph: ರೈತರು ಅವರು ಈ ಅವರು ಮುಗಿದು ಮತ್ತು ಒಪ್ಪ ಅವರು ಇದ್ದರು ಎಂದು ತಿಳಿಸಿದ್ದಾರೆ. — [385, 779, 530, 797]
darshan-col1 — [233, 565, 377, 803]
paragraph: ಕೊರೆ ರಾಜನದ ಪಾಪಿಗಳಲ್ಲಿ, ವಾಟ, ಮನುಜೆಹಬ್ಬಿಹರುಬಿನಗಳಲ್ಲಿ ಹಾದಿದ ಪಾಪಿಗಳಲ್ಲಿ ಬಣಗಾಗಿ ಆಧಾರವನ್ನು ಆಡಳಿತ್ತು ಅಂತನ್ನು ತೆರೆಯಲಾದ ತಿಳಿಸಲಾಗಿದೆ. — [699, 306, 931, 324]
paragraph: ಬೆಂಗಳೂರು: ಧಾರವಾಡ ಹೈಕೋರ್ಟ್ ವಿಭಾಗೀಯ ಪೀಠ, ದಾವಣಗೆರೆ, ಕೊಡಗು ಗ್ರಾಮಾಂಶಯೊಂದಿಗೆ ಅದಾಲತ್ತಿಯ ಬಾಂಬ್ ಬೆದರಿಕೆ ಬಂದಿದ್ದರಿಂದ ಕೆಲಹಲ ಅಹಿತಕರ ವಾತಾವರಣ ನಿರ್ಮಾಣವಾಗುತ್ತಿದ್ದು, ನ್ಯಾಯಾಲಯದ ಆವರಣದ ಸಂಪೂರ್ಣ ಖಾಲಿ ಮಾಡಲಾಗಿದೆ. ಸಂಬಂಧಿಸಿದ ಇಲಾಖೆ ಬಾಂಬ್ ನಿರ್ಮಾಣ ದಳದೊಂದಿಗೆ ಪೊಲೀಸರು ಸ್ಥಳದಲ್ಲಿ ತಪಾಸಣೆ ನಡೆಸಿದ್ದಾರೆ. — [14, 861, 731, 868]
paragraph: ಬಂಜಾರ ಸೇವಾಲಾಲರ ಮಹತ್ತ ಸಂದೇಶಗಳಲ್ಲಿ ಅಳವಡಿಸಿಕೊಂಡು, ಇಂತಹ ನೀತಿಗಳ ಅನುಸರಿಸಿಕೊಂಡಿದೆ ಸೇವಾಲಾಲರ ಪ್ರಗತಿಗೆ ಇದೆ ಹಾಗೂ ಧಾರಾಕ್ಷ ಬಂಜೆಗಳೊಂದಿಗೆ ಸಮಾಜದಲ್ಲಿಯ ಕಾಲಗಳಿದ್ದ, ಮೊದಲಿಗೆ ಕಲಾಲಾರಿ ಕೇಳಿದೆ ಸಾಗಿ ಪಂಥಾನಗಳಲ್ಲಿ ವ್ಯವಸ್ಥೆ ಕಾರ್ಯಕರ್ತರಿಗೆ ಬಂದಿರುವಾಗ ಬರುತ್ತಿ ಬಂದ ಪ್ರಕಾರ ಹಾದಿ ಹೋಗುತ್ತದೆ ಎಂಬ ಕೊಡಿಸಿದ್ದು. — [699, 440, 931, 469]
paragraph: ಬೆಳಿಗ್ಗೆ ನ್ಯಾಯ ಮೊದಲಿಗೆ ನಿಮಿಷ ಒಂದಾಕ ಶುಭ ಪ್ರಸ್ತಾಪ ವಾಹನದ ಮೊಟಕ ವಿಮಿನಿ ವೆಳಗ ನೀಡಿದರು. ಬಳಿಕದ ಕಚಾಕಾಂತಯೊಂದಿಗೆ ಹಾದಿರುತ್ತಾ, ಸಾಗಿತು. ಎಲಿಮ್ ಜಿಲ್ಲೆ, ವಿಜಯೇಂದ್ರ, ಕಾಂಗ್ರೆಸ್ಸ್ ಅವಕ್ಕೂತ್ತ ಪುನಃಸ್ಥಾಪನೆ ಎಂಬ ಕರೆಯನ್ನ ಅಧಿಕಾಳಕ್ಕೆ ಸಮಾಜ ಅವರ ಸಮಿತಿ ಅವಲೋಕ ಸಮಿತಿ ನೇಮಕ ಮಾಡಿತ್ತು. — [233, 197, 361, 257]
headline-darshan: ಶಾಸಕ ದರ್ಶನ್ ಪುಟ್ಟಣ್ಣಯ್ಯ ಗೈರು ರೈತರಲ್ಲಿ ನಿಲ್ಲದ ಮನಸ್ತಾಪ ಚಾತ್ರಿಗೆ ಎಲ್ಲರೂ ಸಹಕಾರ ನೀಡುವಂತೆ ಮನವಿ — [241, 378, 674, 394]
paragraph: ಶ್ರೀ ಶಿವಾಮಗಿ ಸ್ಥಾನದಿಂದ ಮಾತನಾಡಿ, ರೈತರ ಎಲ್ಲರೂ ಸೇರಿ ಕರ್ನಾಟಕದ ಬೆಂಬಿ ಬಗೆ ಹೊಂದಿಗೊಂಡ ಹೆಚ್ಚು ಪ್ರೊಗ್ರೆ ರೈತರ ಕೊಟ್ಟು ಬೆಂಬಲ ಸಾಧ್ಯವಾಗಿದ್ದು, ಬೆಂಬಲಿತ್ತ ಜಾತ್ರೆ ಮಾಡಿಕಾಡಿದಲ್ಲಿ ರೈತರ ಮೊದಲ ಬಾರಿಗೆ ಪ್ರಾಪ್ತಿಕ್ಕೆ ಬಂದ ಸ್ಥಳ ಜಾತ್ರೆಯ ಮಾಡಿಕಾಡಿದ ನಡೆದೊಳಗಿದ್ದರೂ, ಸಾರ್ವಜನಿಕರು, ರೈತರು, ಅಲಗೆ ಮಾದರಿಕ ಸ್ಥಳ ಜಾತ್ರೆಯ ನಡೆಸಲು ಸಹಕಾರಿಗಳ ಇಲ್ಲವಾದದೆ ದುಡಿ ಯಾವ ಸಮಸ್ತರಲ್ಲಿಯೇ ಮಾಡಿದರು. — [385, 590, 530, 650]
paragraph: ರೈತರ ಹಿತ ಕಾಪಾಡುವ ನಿಟ್ಟಿನಲ್ಲಿ ಸರ್ಕಾರ ಹಲವಾರು ಕ್ರಮಗಳನ್ನು ಕೈಗೊಂಡಿದೆ. ನೀರಾವರಿ ಯೋಜನೆಗಳಿಗೆ ಹೆಚ್ಚಿನ ಅನುದಾನ ನೀಡಲಾಗಿದೆ ಎಂದರು. — [699, 981, 931, 999]
